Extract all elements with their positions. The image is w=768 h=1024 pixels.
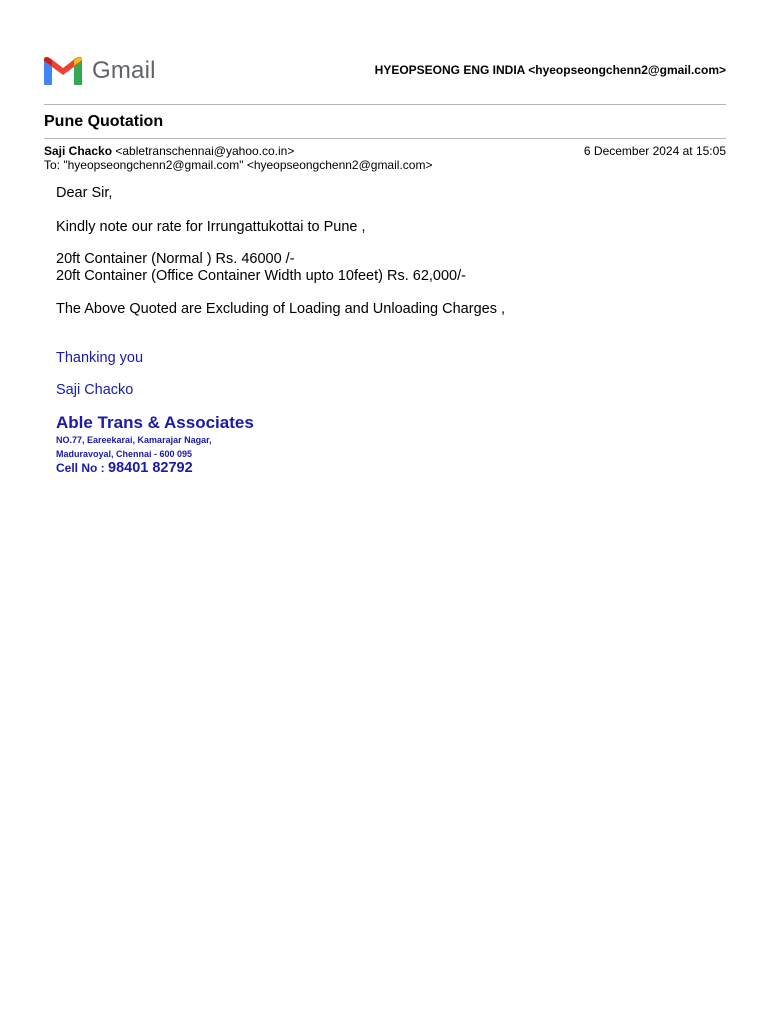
email-subject: Pune Quotation — [44, 113, 164, 130]
sender-email: <abletranschennai@yahoo.co.in> — [115, 144, 295, 158]
email-meta — [44, 144, 726, 172]
signature-company: Able Trans & Associates — [56, 413, 254, 432]
gmail-logo — [44, 56, 156, 86]
rate-note: Kindly note our rate for Irrungattukottai to Pune , — [56, 219, 366, 235]
signature-cell — [56, 460, 193, 476]
cell-number: 98401 82792 — [108, 460, 193, 476]
email-date: 6 December 2024 at 15:05 — [583, 144, 726, 158]
gmail-wordmark: Gmail — [92, 57, 156, 84]
greeting: Dear Sir, — [56, 185, 113, 201]
account-line: HYEOPSEONG ENG INDIA <hyeopseongchenn2@gmail.com> — [374, 63, 726, 77]
signature-thanks: Thanking you — [56, 350, 144, 366]
recipient-line: To: "hyeopseongchenn2@gmail.com" <hyeopseongchenn2@gmail.com> — [44, 158, 433, 172]
rate-line-normal: 20ft Container (Normal ) Rs. 46000 /- — [56, 251, 295, 267]
to-row — [44, 158, 726, 172]
rate-line-office: 20ft Container (Office Container Width upto 10feet) Rs. 62,000/- — [56, 268, 466, 284]
gmail-m-icon — [44, 57, 82, 85]
signature-address-1: NO.77, Eareekarai, Kamarajar Nagar, — [56, 435, 212, 445]
from-row — [44, 144, 726, 158]
sender-name: Saji Chacko — [44, 144, 113, 158]
signature-address-2: Maduravoyal, Chennai - 600 095 — [56, 449, 193, 459]
cell-label: Cell No : — [56, 461, 109, 475]
print-header — [44, 54, 726, 88]
divider-top — [44, 104, 726, 105]
signature-name: Saji Chacko — [56, 382, 134, 398]
exclusion-note: The Above Quoted are Excluding of Loading and Unloading Charges , — [56, 301, 506, 317]
divider-subject — [44, 138, 726, 139]
